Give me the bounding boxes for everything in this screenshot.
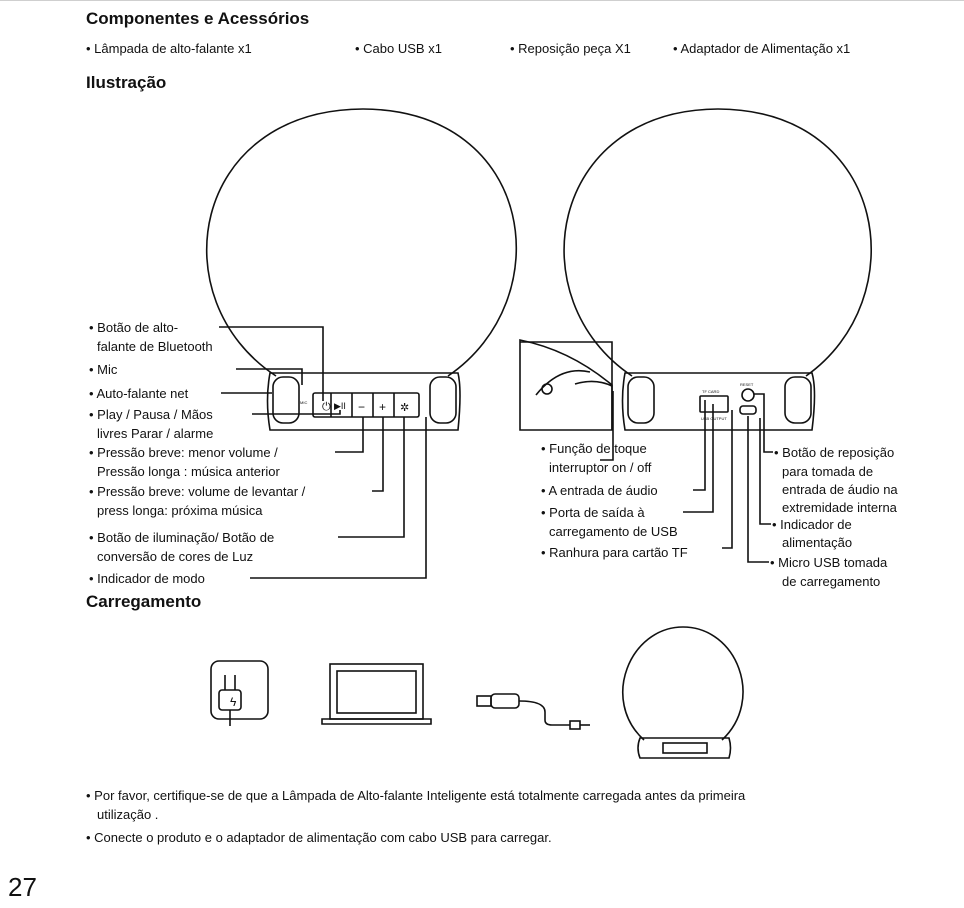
component-item: • Reposição peça X1 (510, 41, 631, 56)
right-speaker-globe (564, 109, 871, 376)
mic-mark: MIC (300, 400, 308, 405)
usb-output-mark: USB OUTPUT (701, 416, 727, 421)
label-volume-up-cont: press longa: próxima música (97, 503, 263, 518)
laptop-icon (330, 664, 423, 719)
power-button-icon: ⏻ (322, 401, 331, 413)
illustration-heading: Ilustração (86, 73, 167, 92)
label-mode-indicator: • Indicador de modo (89, 571, 205, 586)
label-touch-switch: • Função de toque (541, 441, 647, 456)
light-button-icon: ✲ (400, 402, 410, 414)
note-charge-first: • Por favor, certifique-se de que a Lâmpada de Alto-falante Inteligente está totalmente carregada antes da primeira (86, 788, 746, 803)
reset-mark: RESET (740, 382, 754, 387)
note-charge-first-cont: utilização . (97, 807, 159, 822)
components-heading: Componentes e Acessórios (86, 9, 310, 28)
label-reset: • Botão de reposição (774, 445, 895, 460)
label-light-button: • Botão de iluminação/ Botão de (89, 530, 275, 545)
component-item: • Cabo USB x1 (355, 41, 442, 56)
label-audio-in: • A entrada de áudio (541, 483, 658, 498)
page-number: 27 (8, 872, 37, 902)
label-bluetooth-button: • Botão de alto- (89, 320, 179, 335)
label-play-pause: • Play / Pausa / Mãos (89, 407, 213, 422)
left-speaker-globe (207, 109, 517, 376)
label-reset-cont2: entrada de áudio na (782, 482, 898, 497)
component-item: • Adaptador de Alimentação x1 (673, 41, 851, 56)
label-touch-switch-cont: interruptor on / off (549, 460, 652, 475)
touch-switch-detail (520, 340, 612, 430)
usb-cable-icon (477, 696, 491, 706)
component-item: • Lâmpada de alto-falante x1 (86, 41, 252, 56)
charging-heading: Carregamento (86, 592, 202, 611)
label-volume-down: • Pressão breve: menor volume / (89, 445, 278, 460)
note-connect-adapter: • Conecte o produto e o adaptador de alimentação com cabo USB para carregar. (86, 830, 552, 845)
volume-down-button-icon: − (358, 400, 366, 414)
label-bluetooth-button-cont: falante de Bluetooth (97, 339, 213, 354)
micro-usb-port (740, 406, 756, 414)
label-play-pause-cont: livres Parar / alarme (97, 426, 214, 441)
play-pause-button-icon: ▶II (334, 401, 346, 411)
label-power-indicator-cont: alimentação (782, 535, 853, 550)
volume-up-button-icon: + (379, 400, 387, 414)
label-reset-cont1: para tomada de (782, 464, 874, 479)
charging-speaker (623, 627, 743, 740)
label-volume-up: • Pressão breve: volume de levantar / (89, 484, 306, 499)
label-volume-down-cont: Pressão longa : música anterior (97, 464, 280, 479)
label-mic: • Mic (89, 362, 118, 377)
left-speaker-grille-right (430, 377, 456, 423)
lightning-icon: ϟ (230, 695, 237, 709)
label-light-button-cont: conversão de cores de Luz (97, 549, 254, 564)
label-micro-usb-cont: de carregamento (782, 574, 881, 589)
label-tf-slot: • Ranhura para cartão TF (541, 545, 688, 560)
label-usb-output: • Porta de saída à (541, 505, 645, 520)
label-usb-output-cont: carregamento de USB (549, 524, 678, 539)
label-power-indicator: • Indicador de (772, 517, 852, 532)
label-speaker-net: • Auto-falante net (89, 386, 189, 401)
reset-button (742, 389, 754, 401)
label-reset-cont3: extremidade interna (782, 500, 897, 515)
tf-card-mark: TF CARD (702, 389, 720, 394)
label-micro-usb: • Micro USB tomada (770, 555, 888, 570)
left-speaker-grille-left (273, 377, 299, 423)
